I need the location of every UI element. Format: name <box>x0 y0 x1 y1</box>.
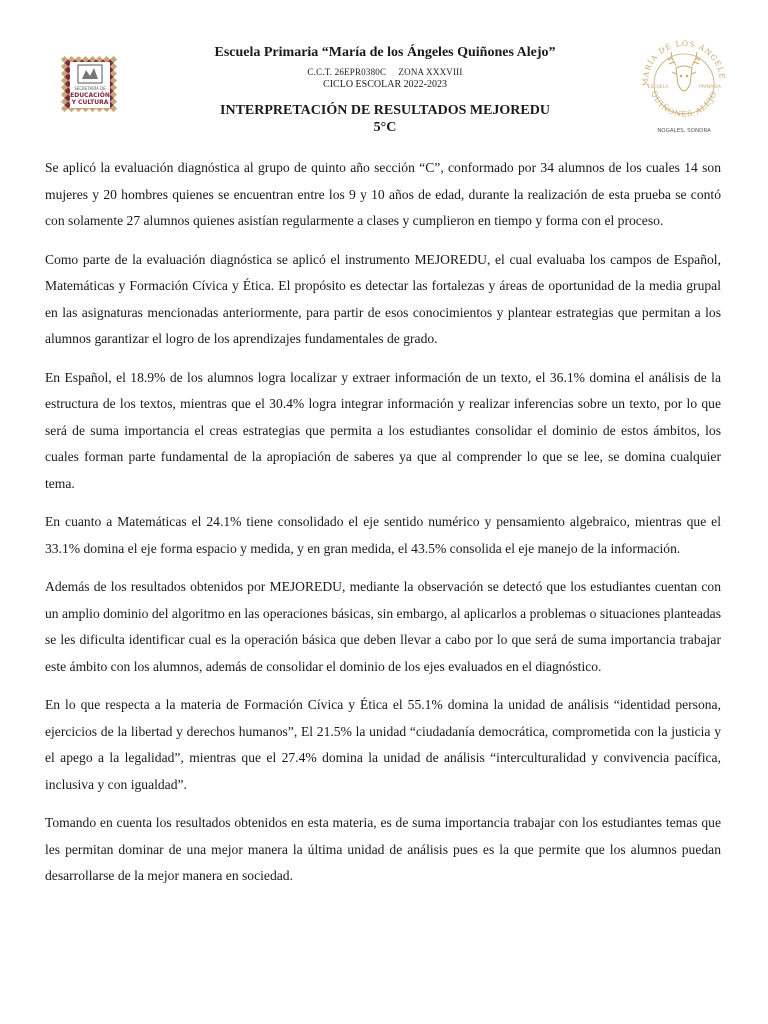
paragraph-intro: Se aplicó la evaluación diagnóstica al grupo de quinto año sección “C”, conformado por 34 alumnos de los cuales 14 son mujeres y 20 hombres quienes se encuentran entre los 9 y 10 años de edad, durante la realización de esta prueba se contó con solamente 27 alumnos quienes asistían regularmente a clases y cumplieron en tiempo y forma con el proceso. <box>45 160 721 228</box>
document-body <box>45 155 721 902</box>
paragraph-math: En cuanto a Matemáticas el 24.1% tiene consolidado el eje sentido numérico y pensamiento algebraico, mientras que el 33.1% domina el eje forma espacio y medida, y en gran medida, el 43.5% consolida el eje manejo de la información. <box>45 514 721 556</box>
secretaria-educacion-logo <box>40 32 140 138</box>
seal-right-word: PRIMARIA <box>699 85 721 90</box>
seal-left-word: ESCUELA <box>647 85 669 90</box>
school-cycle: CICLO ESCOLAR 2022-2023 <box>323 79 447 90</box>
seal-ring-bottom: QUIÑONES ALEJO <box>649 89 719 119</box>
document-title: INTERPRETACIÓN DE RESULTADOS MEJOREDU <box>220 103 550 118</box>
grade-label: 5°C <box>373 120 397 135</box>
paragraph-civics: En lo que respecta a la materia de Formación Cívica y Ética el 55.1% domina la unidad de análisis “identidad persona, ejercicios de la libertad y derechos humanos”, El 21.5% la unidad “ciudadanía democrática, comprometida con la justicia y el apego a la legalidad”, mientras que el 27.4% domina la unidad de análisis “interculturalidad y convivencia pacífica, inclusiva y con igualdad”. <box>45 697 721 792</box>
school-seal-logo <box>636 36 732 136</box>
logo-left-line1: SECRETARÍA DE <box>74 86 106 91</box>
paragraph-spanish: En Español, el 18.9% de los alumnos logra localizar y extraer información de un texto, el 36.1% domina el análisis de la estructura de los textos, mientras que el 30.4% logra integrar información y realizar inferencias sobre un texto, por lo que será de suma importancia el creas estrategias que permita a los estudiantes consolidar el dominio de estos ámbitos, los cuales forman parte fundamental de la apropiación de saberes ya que al comprender lo que se lee, se domina cualquier tema. <box>45 369 721 491</box>
paragraph-conclusion: Tomando en cuenta los resultados obtenidos en esta materia, es de suma importancia trabajar con los estudiantes temas que les permitan dominar de una mejor manera la última unidad de análisis pues es la que permite que los alumnos puedan desarrollarse de la mejor manera en sociedad. <box>45 815 721 883</box>
svg-text:QUIÑONES ALEJO <box>649 90 718 119</box>
paragraph-observation: Además de los resultados obtenidos por MEJOREDU, mediante la observación se detectó que los estudiantes cuentan con un amplio dominio del algoritmo en las operaciones básicas, sin embargo, al aplicarlos a problemas o situaciones planteadas se les dificulta identificar cual es la operación básica que deben llevar a cabo por lo que será de suma importancia trabajar este ámbito con los alumnos, además de consolidar el dominio de los ejes evaluados en el diagnóstico. <box>45 579 721 674</box>
logo-left-line2: EDUCACIÓN <box>70 92 110 99</box>
logo-left-line3: Y CULTURA <box>71 99 109 106</box>
cct-zone: C.C.T. 26EPR0380C ZONA XXXVIII <box>307 67 463 77</box>
document-header <box>150 44 620 136</box>
school-name: Escuela Primaria “María de los Ángeles Quiñones Alejo” <box>214 45 556 60</box>
paragraph-instrument: Como parte de la evaluación diagnóstica se aplicó el instrumento MEJOREDU, el cual evaluaba los campos de Español, Matemáticas y Formación Cívica y Ética. El propósito es detectar las fortalezas y áreas de oportunidad de la media grupal en las asignaturas mencionadas anteriormente, para partir de esos conocimientos y plantear estrategias que permitan a los alumnos garantizar el logro de los aprendizajes fundamentales de grado. <box>45 251 721 346</box>
seal-ring-top: MARÍA DE LOS ÁNGELE <box>640 38 728 87</box>
seal-city: NOGALES, SONORA <box>657 128 711 134</box>
